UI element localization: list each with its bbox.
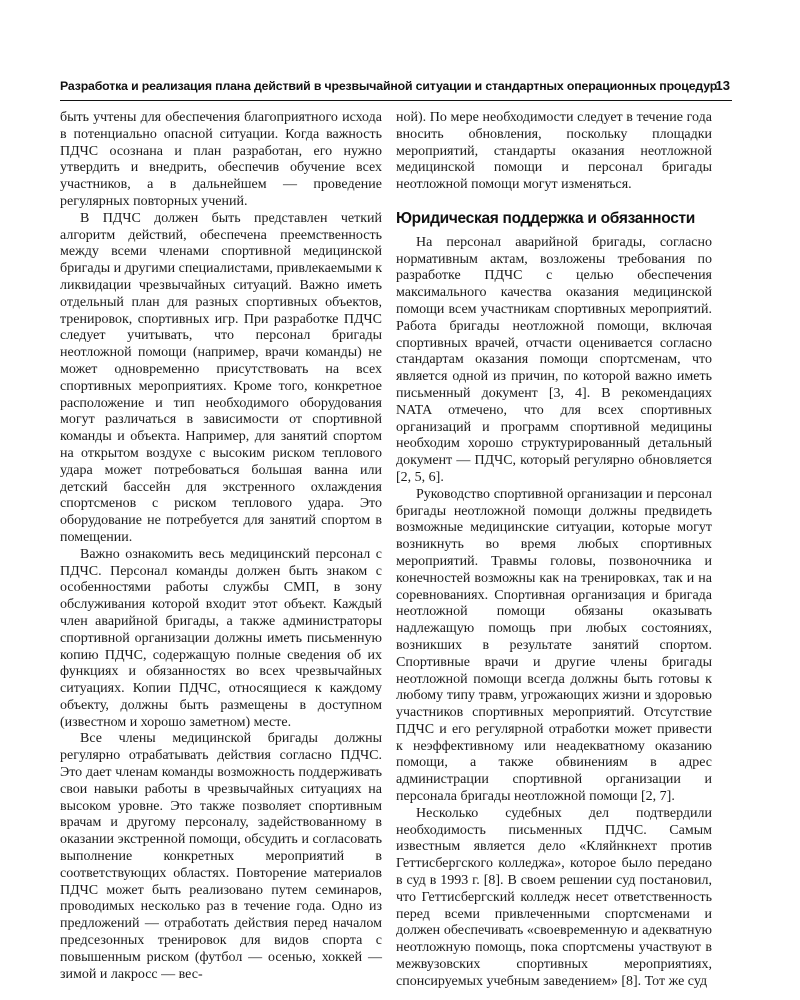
paragraph: В ПДЧС должен быть представлен четкий алгоритм действий, обеспечена преемственность между всеми членами спортивной медицинской бригады и другими специалистами, привлекаемыми к ликвидации чрезвычайных ситуаций. Важно иметь отдельный план для разных спортивных объектов, тренировок, спортивных игр. При разработке ПДЧС следует учитывать, что персонал бригады неотложной помощи (например, врачи команды) не может одновременно присутствовать на всех спортивных мероприятиях. Кроме того, конкретное расположение и тип необходимого оборудования могут различаться в зависимости от спортивной команды и объекта. Например, для занятий спортом на открытом воздухе с высоким риском теплового удара может потребоваться большая ванна или детский бассейн для экстренного охлаждения спортсменов с риском теплового удара. Это оборудование не потребуется для занятий спортом в помещении. [60, 210, 382, 545]
paragraph-continuation: ной). По мере необходимости следует в течение года вносить обновления, поскольку площадки мероприятий, стандарты оказания неотложной медицинской помощи и персонал бригады неотложной помощи могут изменяться. [396, 110, 712, 193]
left-column [60, 110, 382, 983]
paragraph: Руководство спортивной организации и персонал бригады неотложной помощи должны предвидеть возможные медицинские ситуации, которые могут возникнуть во время любых спортивных мероприятий. Травмы головы, позвоночника и конечностей возможны как на тренировках, так и на соревнованиях. Спортивная организация и бригада неотложной помощи обязаны оказывать надлежащую помощь при любых состояниях, возникших в результате занятий спортом. Спортивные врачи и другие члены бригады неотложной помощи всегда должны быть готовы к любому типу травм, угрожающих жизни и здоровью участников спортивных мероприятий. Отсутствие ПДЧС и его регулярной отработки может привести к неэффективному или неадекватному оказанию помощи, а также обвинениям в адрес администрации спортивной организации и персонала бригады неотложной помощи [2, 7]. [396, 486, 712, 805]
page-number: 13 [715, 78, 730, 93]
paragraph: Важно ознакомить весь медицинский персонал с ПДЧС. Персонал команды должен быть знаком с особенностями работы службы СМП, в зону обслуживания которой входит этот объект. Каждый член аварийной бригады, а также администраторы спортивной организации должны иметь письменную копию ПДЧС, содержащую полные сведения об их функциях и обязанностях во всех чрезвычайных ситуациях. Копии ПДЧС, относящиеся к каждому объекту, должны быть размещены в доступном (известном и хорошо заметном) месте. [60, 546, 382, 730]
paragraph: Все члены медицинской бригады должны регулярно отрабатывать действия согласно ПДЧС. Это дает членам команды возможность поддерживать свои навыки работы в чрезвычайных ситуациях на высоком уровне. Это также позволяет спортивным врачам и другому персоналу, задействованному в оказании экстренной помощи, обсудить и согласовать выполнение конкретных мероприятий в соответствующих областях. Повторение материалов ПДЧС может быть реализовано путем семинаров, проводимых несколько раз в течение года. Одно из предложений — отработать действия перед началом предсезонных тренировок для видов спорта с повышенным риском (футбол — осенью, хоккей — зимой и лакросс — вес- [60, 731, 382, 982]
running-header-title: Разработка и реализация плана действий в чрезвычайной ситуации и стандартных операционных процедур [60, 79, 718, 93]
running-header [60, 78, 732, 101]
paragraph: быть учтены для обеспечения благоприятного исхода в потенциально опасной ситуации. Когда важность ПДЧС осознана и план разработан, его нужно утвердить и внедрить, обеспечив обучение всех участников, а в дальнейшем — проведение регулярных повторных учений. [60, 110, 382, 209]
paragraph: Несколько судебных дел подтвердили необходимость письменных ПДЧС. Самым известным является дело «Кляйнкнехт против Геттисбергского колледжа», которое было передано в суд в 1993 г. [8]. В своем решении суд постановил, что Геттисбергский колледж несет ответственность перед всеми привлеченными спортсменами и должен обеспечивать «своевременную и адекватную неотложную помощь, пока спортсмены участвуют в межвузовских спортивных мероприятиях, спонсируемых учебным заведением» [8]. Тот же суд [396, 805, 712, 989]
right-column [396, 110, 712, 991]
paragraph: На персонал аварийной бригады, согласно нормативным актам, возложены требования по разработке ПДЧС с целью обеспечения максимального качества оказания медицинской помощи всем участникам спортивных мероприятий. Работа бригады неотложной помощи, включая спортивных врачей, отчасти оценивается согласно стандартам оказания помощи спортсменам, что является одной из причин, по которой важно иметь письменный документ [3, 4]. В рекомендациях NATA отмечено, что для всех спортивных организаций и программ спортивной медицины необходим хорошо структурированный детальный документ — ПДЧС, который регулярно обновляется [2, 5, 6]. [396, 234, 712, 485]
section-heading: Юридическая поддержка и обязанности [396, 209, 696, 227]
